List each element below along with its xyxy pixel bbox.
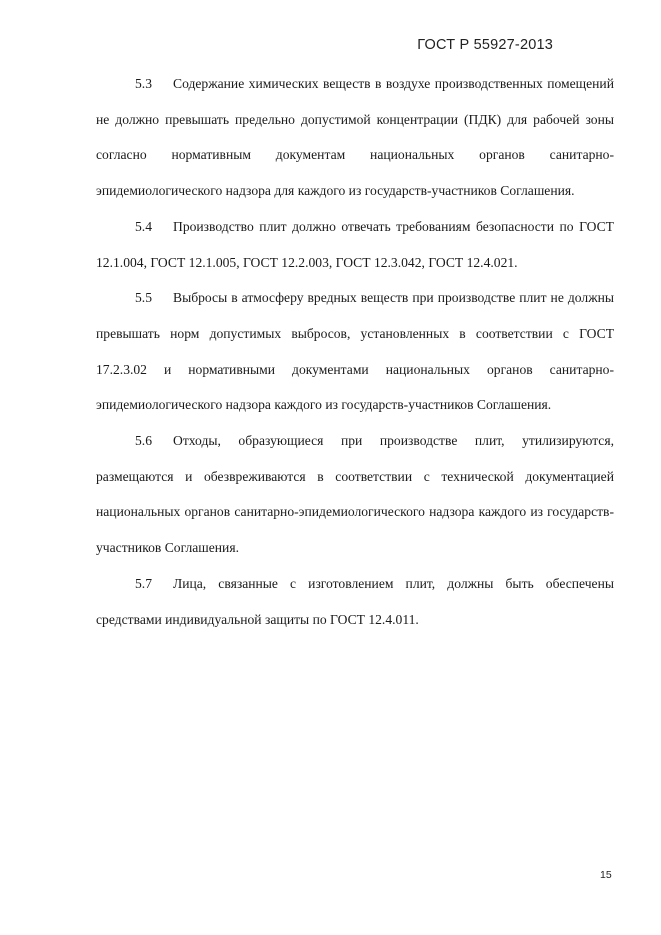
paragraph-5-7	[96, 566, 614, 637]
standard-designation: ГОСТ Р 55927-2013	[417, 37, 553, 53]
document-body	[96, 66, 614, 637]
paragraph-5-5	[96, 280, 614, 423]
paragraph-text: Выбросы в атмосферу вредных веществ при производстве плит не должны превышать норм допустимых выбросов, установленных в соответствии с ГОСТ 17.2.3.02 и нормативными документами национальных органов санитарно-эпидемиологического надзора каждого из государств-участников Соглашения.	[96, 290, 614, 413]
paragraph-number: 5.4	[135, 218, 152, 234]
paragraph-text: Содержание химических веществ в воздухе производственных помещений не должно превышать предельно допустимой концентрации (ПДК) для рабочей зоны согласно нормативным документам национальных органов санитарно-эпидемиологического надзора для каждого из государств-участников Соглашения.	[96, 76, 614, 199]
paragraph-text: Лица, связанные с изготовлением плит, должны быть обеспечены средствами индивидуальной защиты по ГОСТ 12.4.011.	[96, 575, 614, 627]
paragraph-text: Отходы, образующиеся при производстве плит, утилизируются, размещаются и обезвреживаются в соответствии с технической документацией национальных органов санитарно-эпидемиологического надзора каждого из государств-участников Соглашения.	[96, 433, 614, 556]
page-number: 15	[600, 869, 612, 881]
paragraph-5-6	[96, 423, 614, 566]
paragraph-5-4	[96, 209, 614, 280]
paragraph-number: 5.3	[135, 76, 152, 91]
paragraph-number: 5.7	[135, 575, 152, 591]
paragraph-text: Производство плит должно отвечать требованиям безопасности по ГОСТ 12.1.004, ГОСТ 12.1.005, ГОСТ 12.2.003, ГОСТ 12.3.042, ГОСТ 12.4.021.	[96, 218, 614, 270]
paragraph-number: 5.5	[135, 290, 152, 306]
paragraph-number: 5.6	[135, 433, 152, 449]
paragraph-5-3	[96, 66, 614, 209]
